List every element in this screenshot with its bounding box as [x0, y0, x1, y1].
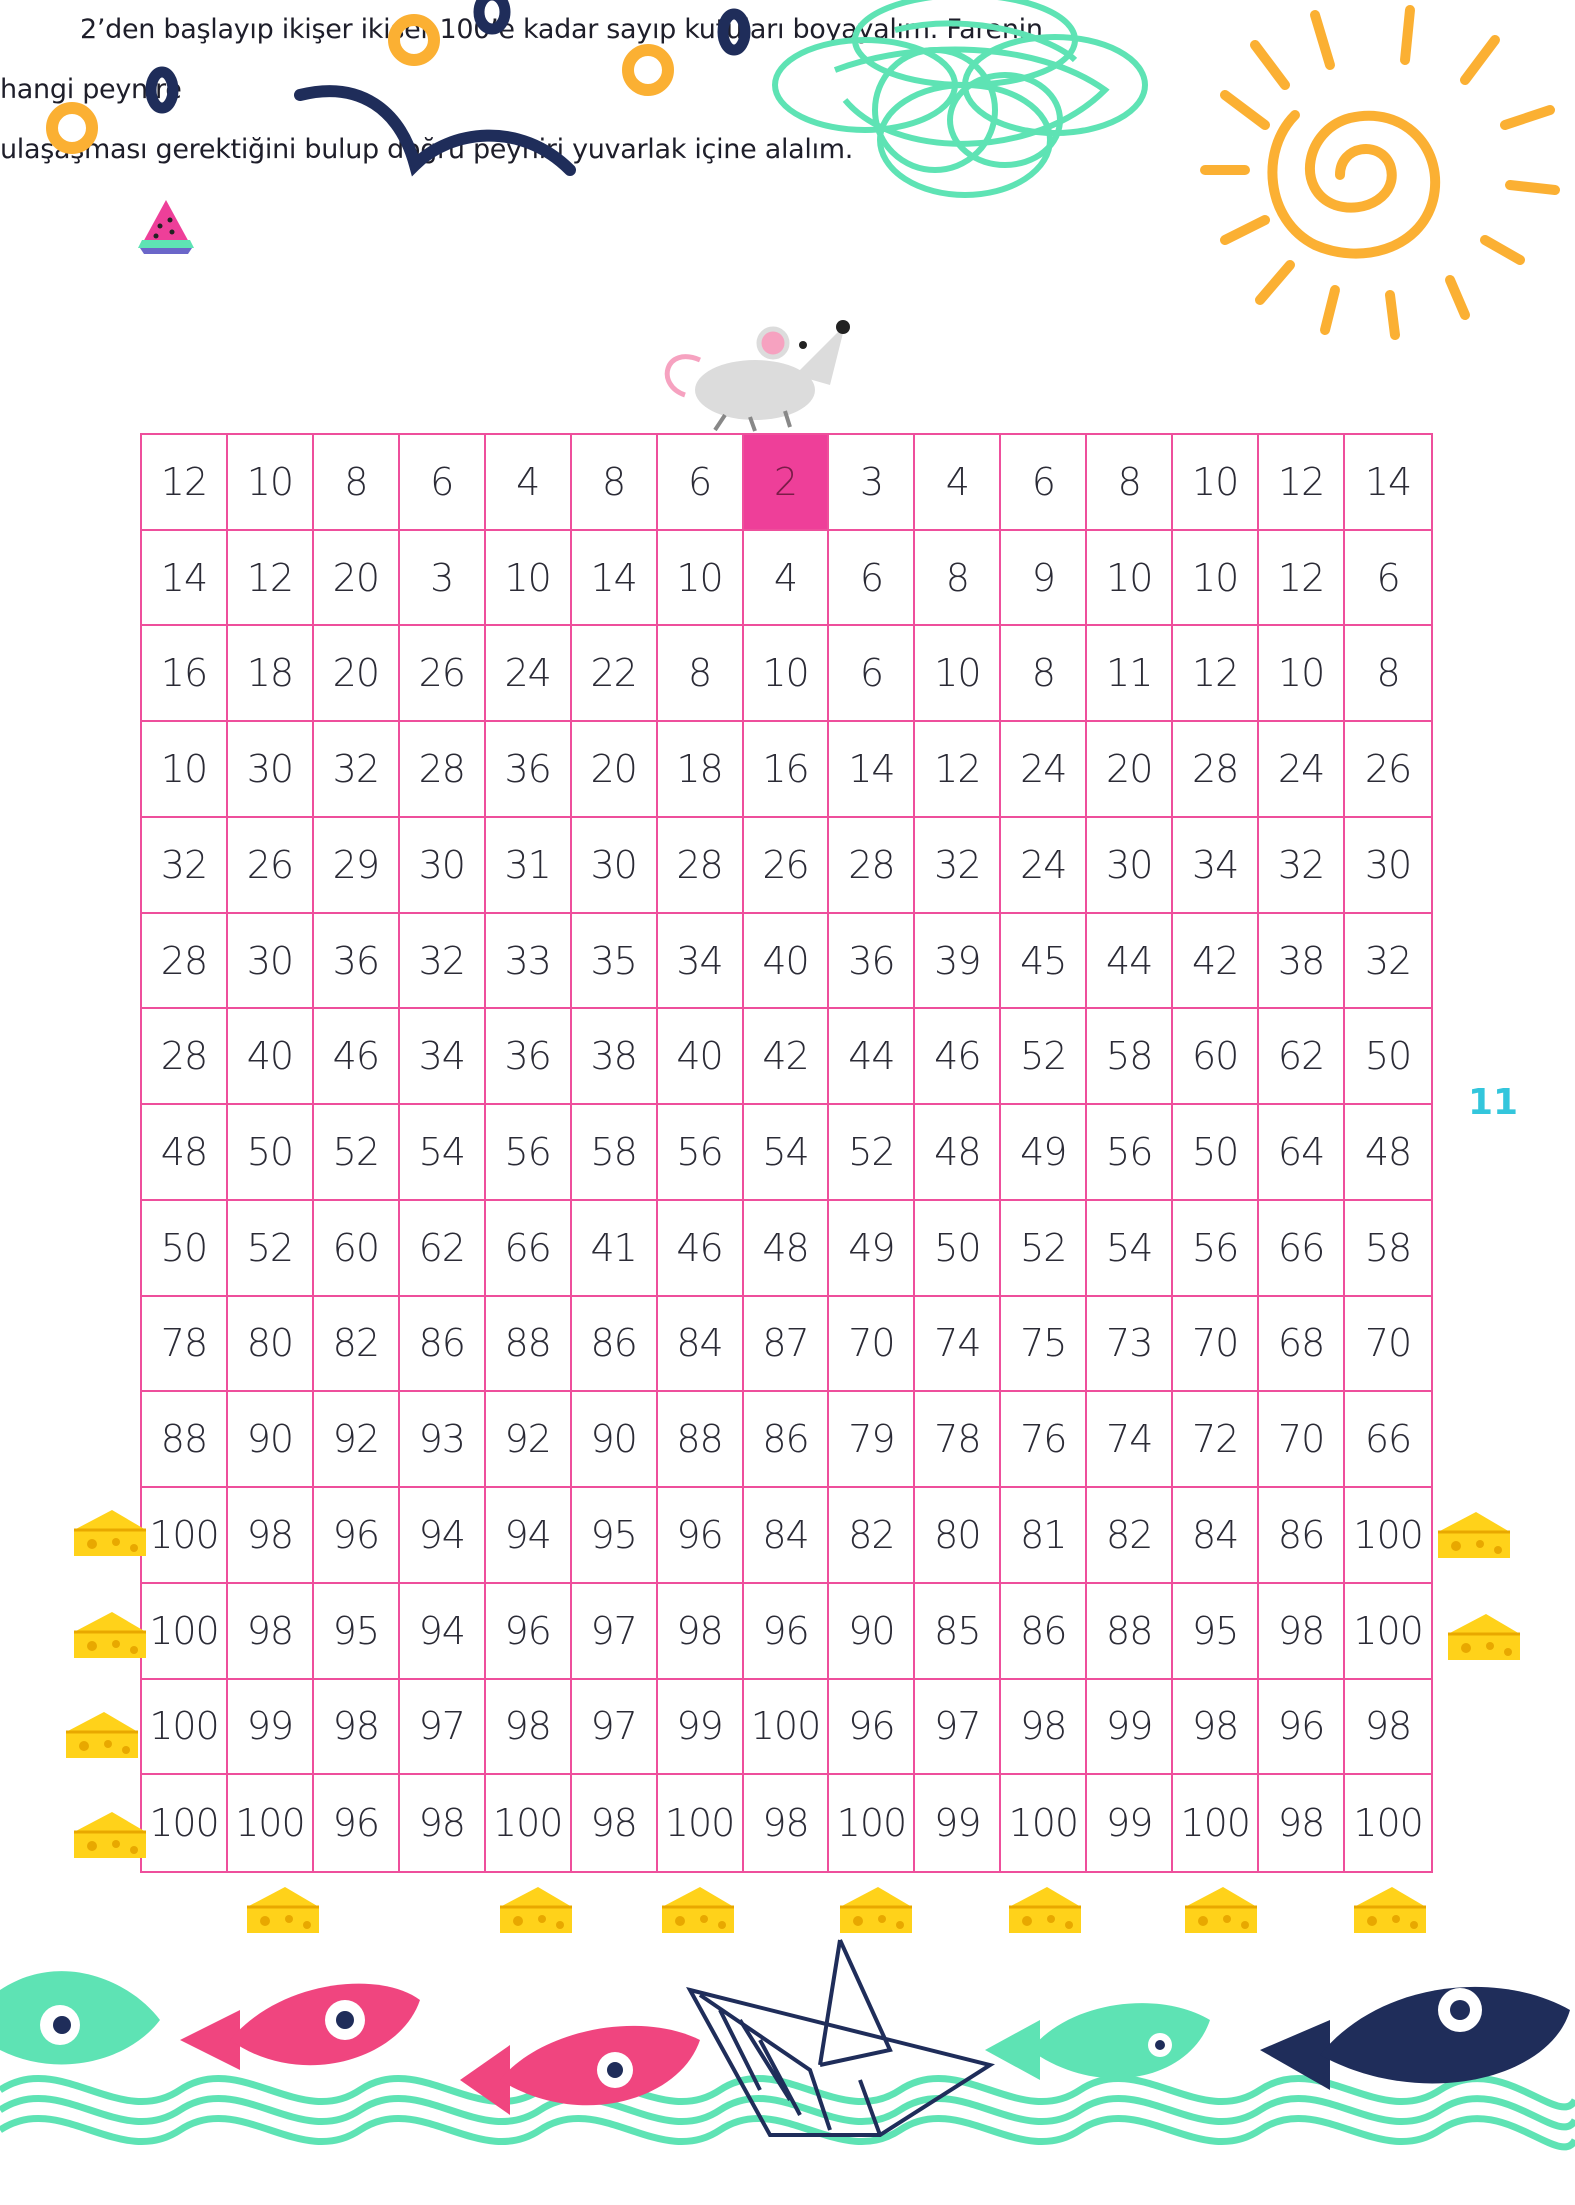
- grid-cell[interactable]: 100: [658, 1775, 744, 1871]
- grid-cell[interactable]: 88: [142, 1392, 228, 1488]
- grid-cell[interactable]: 100: [1353, 1801, 1423, 1846]
- navy-circle: [723, 14, 745, 50]
- grid-cell[interactable]: 10: [228, 435, 314, 531]
- grid-cell[interactable]: 8: [1001, 626, 1087, 722]
- grid-cell[interactable]: 68: [1259, 1297, 1345, 1393]
- grid-cell[interactable]: 81: [1001, 1488, 1087, 1584]
- grid-cell[interactable]: 100: [486, 1775, 572, 1871]
- grid-cell[interactable]: 38: [572, 1009, 658, 1105]
- grid-cell[interactable]: 87: [744, 1297, 830, 1393]
- grid-cell[interactable]: 26: [744, 818, 830, 914]
- grid-cell[interactable]: 30: [400, 818, 486, 914]
- grid-cell[interactable]: 40: [744, 914, 830, 1010]
- grid-cell[interactable]: 6: [1345, 531, 1431, 627]
- grid-cell[interactable]: 20: [572, 722, 658, 818]
- grid-cell[interactable]: 6: [658, 435, 744, 531]
- grid-cell[interactable]: 88: [1087, 1584, 1173, 1680]
- grid-cell[interactable]: 36: [486, 722, 572, 818]
- grid-cell[interactable]: 6: [829, 531, 915, 627]
- grid-cell[interactable]: 28: [400, 722, 486, 818]
- grid-cell[interactable]: 12: [228, 531, 314, 627]
- grid-cell[interactable]: 8: [572, 435, 658, 531]
- grid-cell[interactable]: 56: [486, 1105, 572, 1201]
- grid-cell[interactable]: 36: [829, 914, 915, 1010]
- grid-cell[interactable]: 10: [915, 626, 1001, 722]
- grid-cell-start[interactable]: 2: [744, 435, 830, 531]
- grid-cell[interactable]: 97: [915, 1680, 1001, 1776]
- grid-cell[interactable]: 32: [314, 722, 400, 818]
- grid-cell[interactable]: 80: [915, 1488, 1001, 1584]
- fish-icon: [985, 2003, 1210, 2080]
- grid-cell[interactable]: 16: [142, 626, 228, 722]
- grid-cell[interactable]: 12: [1259, 435, 1345, 531]
- grid-cell[interactable]: 42: [744, 1009, 830, 1105]
- grid-cell[interactable]: 14: [1345, 435, 1431, 531]
- grid-cell[interactable]: 34: [1173, 818, 1259, 914]
- grid-cell[interactable]: 50: [228, 1105, 314, 1201]
- cheese-icon[interactable]: [498, 1885, 574, 1935]
- grid-cell[interactable]: 32: [142, 818, 228, 914]
- navy-circle: [151, 72, 173, 108]
- grid-cell[interactable]: 70: [829, 1297, 915, 1393]
- grid-cell[interactable]: 40: [658, 1009, 744, 1105]
- grid-cell[interactable]: 97: [572, 1680, 658, 1776]
- grid-cell[interactable]: 8: [658, 626, 744, 722]
- grid-cell[interactable]: 78: [142, 1297, 228, 1393]
- grid-cell[interactable]: 32: [915, 818, 1001, 914]
- grid-cell[interactable]: 85: [915, 1584, 1001, 1680]
- grid-cell[interactable]: 14: [142, 531, 228, 627]
- grid-cell[interactable]: 100: [1345, 1584, 1431, 1680]
- grid-cell[interactable]: 93: [400, 1392, 486, 1488]
- grid-cell[interactable]: 52: [314, 1105, 400, 1201]
- grid-cell[interactable]: 100: [744, 1680, 830, 1776]
- cheese-icon[interactable]: [72, 1810, 148, 1860]
- grid-cell[interactable]: 90: [228, 1392, 314, 1488]
- page-number: 11: [1468, 1082, 1519, 1123]
- grid-cell[interactable]: 46: [915, 1009, 1001, 1105]
- grid-cell[interactable]: 58: [572, 1105, 658, 1201]
- grid-cell[interactable]: 58: [1345, 1201, 1431, 1297]
- grid-cell[interactable]: 6: [829, 626, 915, 722]
- yellow-circle: [394, 20, 434, 60]
- grid-cell[interactable]: 10: [658, 531, 744, 627]
- grid-cell[interactable]: 70: [1173, 1297, 1259, 1393]
- grid-cell[interactable]: 6: [400, 435, 486, 531]
- grid-cell[interactable]: 99: [915, 1775, 1001, 1871]
- grid-cell[interactable]: 34: [658, 914, 744, 1010]
- grid-cell[interactable]: 50: [1173, 1105, 1259, 1201]
- grid-cell[interactable]: 50: [1345, 1009, 1431, 1105]
- grid-cell[interactable]: 98: [314, 1680, 400, 1776]
- grid-cell[interactable]: 10: [142, 722, 228, 818]
- grid-cell[interactable]: 49: [829, 1201, 915, 1297]
- grid-cell[interactable]: 31: [486, 818, 572, 914]
- grid-cell[interactable]: 8: [915, 531, 1001, 627]
- grid-cell[interactable]: 98: [1345, 1680, 1431, 1776]
- grid-cell[interactable]: 3: [400, 531, 486, 627]
- grid-cell[interactable]: 4: [915, 435, 1001, 531]
- grid-cell[interactable]: 30: [572, 818, 658, 914]
- grid-cell[interactable]: 44: [1087, 914, 1173, 1010]
- grid-cell[interactable]: 14: [829, 722, 915, 818]
- grid-cell[interactable]: 52: [829, 1105, 915, 1201]
- grid-cell[interactable]: 94: [400, 1488, 486, 1584]
- grid-cell[interactable]: 88: [658, 1392, 744, 1488]
- grid-cell[interactable]: 28: [658, 818, 744, 914]
- grid-cell[interactable]: 35: [572, 914, 658, 1010]
- grid-cell[interactable]: 8: [1345, 626, 1431, 722]
- grid-cell[interactable]: 29: [314, 818, 400, 914]
- grid-cell[interactable]: 88: [486, 1297, 572, 1393]
- grid-cell[interactable]: 12: [1173, 626, 1259, 722]
- grid-cell[interactable]: 84: [658, 1297, 744, 1393]
- grid-cell[interactable]: 46: [658, 1201, 744, 1297]
- grid-cell[interactable]: 24: [486, 626, 572, 722]
- grid-cell[interactable]: 50: [915, 1201, 1001, 1297]
- cheese-icon[interactable]: [838, 1885, 914, 1935]
- grid-cell[interactable]: 96: [658, 1488, 744, 1584]
- grid-cell[interactable]: 26: [228, 818, 314, 914]
- grid-cell[interactable]: 100: [1345, 1488, 1431, 1584]
- grid-cell[interactable]: 99: [1087, 1680, 1173, 1776]
- grid-cell[interactable]: 80: [228, 1297, 314, 1393]
- grid-cell[interactable]: 50: [142, 1201, 228, 1297]
- grid-cell[interactable]: 62: [400, 1201, 486, 1297]
- grid-cell[interactable]: 98: [572, 1775, 658, 1871]
- grid-cell[interactable]: 96: [314, 1775, 400, 1871]
- grid-cell[interactable]: 100: [142, 1584, 228, 1680]
- cheese-icon[interactable]: [72, 1610, 148, 1660]
- grid-cell[interactable]: 4: [486, 435, 572, 531]
- grid-cell[interactable]: 86: [1259, 1488, 1345, 1584]
- grid-cell[interactable]: 48: [915, 1105, 1001, 1201]
- grid-cell[interactable]: 84: [744, 1488, 830, 1584]
- grid-cell[interactable]: 10: [1173, 531, 1259, 627]
- grid-cell[interactable]: 30: [1345, 818, 1431, 914]
- grid-cell[interactable]: 98: [1259, 1775, 1345, 1871]
- grid-cell[interactable]: 54: [744, 1105, 830, 1201]
- grid-cell[interactable]: 30: [228, 914, 314, 1010]
- grid-cell[interactable]: 36: [314, 914, 400, 1010]
- grid-cell[interactable]: 98: [228, 1584, 314, 1680]
- yellow-circle: [628, 50, 668, 90]
- mouse-icon: [655, 315, 865, 435]
- grid-cell[interactable]: 39: [915, 914, 1001, 1010]
- grid-cell[interactable]: 86: [572, 1297, 658, 1393]
- cheese-icon[interactable]: [1183, 1885, 1259, 1935]
- grid-cell[interactable]: 98: [744, 1775, 830, 1871]
- grid-cell[interactable]: 52: [1001, 1201, 1087, 1297]
- grid-cell[interactable]: 24: [1001, 722, 1087, 818]
- grid-cell[interactable]: 28: [829, 818, 915, 914]
- grid-cell[interactable]: 3: [829, 435, 915, 531]
- grid-cell[interactable]: 30: [1087, 818, 1173, 914]
- mint-scribble-flower: [775, 0, 1155, 210]
- grid-cell[interactable]: 60: [314, 1201, 400, 1297]
- grid-cell[interactable]: 99: [1087, 1775, 1173, 1871]
- navy-circle: [479, 0, 505, 29]
- grid-cell[interactable]: 96: [314, 1488, 400, 1584]
- cheese-icon[interactable]: [64, 1710, 140, 1760]
- grid-cell[interactable]: 42: [1173, 914, 1259, 1010]
- grid-cell[interactable]: 40: [228, 1009, 314, 1105]
- grid-cell[interactable]: 98: [1001, 1680, 1087, 1776]
- fish-icon: [0, 1971, 160, 2064]
- grid-cell[interactable]: 92: [314, 1392, 400, 1488]
- grid-cell[interactable]: 95: [314, 1584, 400, 1680]
- grid-cell[interactable]: 100: [142, 1488, 228, 1584]
- grid-cell[interactable]: 52: [228, 1201, 314, 1297]
- grid-cell[interactable]: 56: [658, 1105, 744, 1201]
- grid-cell[interactable]: 66: [1345, 1392, 1431, 1488]
- grid-cell[interactable]: 10: [486, 531, 572, 627]
- cheese-icon[interactable]: [1352, 1885, 1428, 1935]
- grid-cell[interactable]: 28: [142, 914, 228, 1010]
- grid-cell[interactable]: 10: [1087, 531, 1173, 627]
- grid-cell[interactable]: 99: [658, 1680, 744, 1776]
- grid-cell[interactable]: 98: [228, 1488, 314, 1584]
- grid-cell[interactable]: 100: [228, 1775, 314, 1871]
- grid-cell[interactable]: 48: [142, 1105, 228, 1201]
- instruction-line-1: 2’den başlayıp ikişer ikişer 100’e kadar sayıp kutuları boyayalım. Farenin hangi peynire: [0, 14, 1043, 105]
- grid-cell[interactable]: 100: [142, 1680, 228, 1776]
- grid-cell[interactable]: 32: [1345, 914, 1431, 1010]
- grid-cell[interactable]: 98: [658, 1584, 744, 1680]
- grid-cell[interactable]: 24: [1259, 722, 1345, 818]
- instruction-line-2: ulaşaşması gerektiğini bulup doğru peyniri yuvarlak içine alalım.: [0, 134, 854, 165]
- grid-cell[interactable]: 54: [400, 1105, 486, 1201]
- watermelon-icon: [138, 196, 194, 256]
- grid-cell[interactable]: 10: [1259, 626, 1345, 722]
- grid-cell[interactable]: 95: [1173, 1584, 1259, 1680]
- grid-cell[interactable]: 14: [572, 531, 658, 627]
- grid-cell[interactable]: 22: [572, 626, 658, 722]
- grid-cell[interactable]: 46: [314, 1009, 400, 1105]
- grid-cell[interactable]: 96: [744, 1584, 830, 1680]
- grid-cell[interactable]: 38: [1259, 914, 1345, 1010]
- cheese-icon[interactable]: [660, 1885, 736, 1935]
- sea-scene: [0, 1940, 1575, 2205]
- grid-cell[interactable]: 78: [915, 1392, 1001, 1488]
- grid-cell[interactable]: 6: [1001, 435, 1087, 531]
- yellow-circle: [52, 108, 92, 148]
- grid-cell[interactable]: 32: [400, 914, 486, 1010]
- grid-cell[interactable]: 9: [1001, 531, 1087, 627]
- grid-cell[interactable]: 4: [744, 531, 830, 627]
- grid-cell[interactable]: 74: [915, 1297, 1001, 1393]
- grid-cell[interactable]: 99: [228, 1680, 314, 1776]
- grid-cell[interactable]: 75: [1001, 1297, 1087, 1393]
- cheese-icon[interactable]: [1436, 1510, 1512, 1560]
- grid-cell[interactable]: 94: [486, 1488, 572, 1584]
- grid-cell[interactable]: 60: [1173, 1009, 1259, 1105]
- bird-icon: [300, 91, 570, 170]
- grid-cell[interactable]: 86: [400, 1297, 486, 1393]
- grid-cell[interactable]: 95: [572, 1488, 658, 1584]
- grid-cell[interactable]: 73: [1087, 1297, 1173, 1393]
- grid-cell[interactable]: 44: [829, 1009, 915, 1105]
- grid-cell[interactable]: 16: [744, 722, 830, 818]
- grid-cell[interactable]: 26: [400, 626, 486, 722]
- grid-cell[interactable]: 62: [1259, 1009, 1345, 1105]
- cheese-icon[interactable]: [245, 1885, 321, 1935]
- grid-cell[interactable]: 48: [1345, 1105, 1431, 1201]
- grid-cell[interactable]: 96: [829, 1680, 915, 1776]
- grid-cell[interactable]: 48: [744, 1201, 830, 1297]
- grid-cell[interactable]: 98: [1173, 1680, 1259, 1776]
- grid-cell[interactable]: 86: [1001, 1584, 1087, 1680]
- grid-cell[interactable]: 45: [1001, 914, 1087, 1010]
- grid-cell[interactable]: 82: [314, 1297, 400, 1393]
- sun-icon: [1165, 0, 1575, 350]
- grid-cell[interactable]: 100: [1173, 1775, 1259, 1871]
- grid-cell[interactable]: 18: [658, 722, 744, 818]
- grid-cell[interactable]: 28: [1173, 722, 1259, 818]
- grid-cell[interactable]: 90: [572, 1392, 658, 1488]
- grid-cell[interactable]: 82: [1087, 1488, 1173, 1584]
- grid-cell[interactable]: 100: [142, 1775, 228, 1871]
- grid-cell[interactable]: 49: [1001, 1105, 1087, 1201]
- cheese-icon[interactable]: [1007, 1885, 1083, 1935]
- grid-cell[interactable]: 96: [486, 1584, 572, 1680]
- grid-cell[interactable]: 8: [1087, 435, 1173, 531]
- grid-cell[interactable]: 20: [314, 626, 400, 722]
- grid-cell[interactable]: 72: [1173, 1392, 1259, 1488]
- grid-cell[interactable]: 82: [829, 1488, 915, 1584]
- grid-cell[interactable]: 32: [1259, 818, 1345, 914]
- grid-cell[interactable]: 66: [486, 1201, 572, 1297]
- grid-cell[interactable]: 54: [1087, 1201, 1173, 1297]
- grid-cell[interactable]: 10: [1173, 435, 1259, 531]
- grid-cell[interactable]: 90: [829, 1584, 915, 1680]
- grid-cell[interactable]: 20: [314, 531, 400, 627]
- grid-cell[interactable]: 76: [1001, 1392, 1087, 1488]
- grid-cell[interactable]: 84: [1173, 1488, 1259, 1584]
- grid-cell[interactable]: 98: [400, 1775, 486, 1871]
- grid-cell[interactable]: 97: [400, 1680, 486, 1776]
- grid-cell[interactable]: 92: [486, 1392, 572, 1488]
- number-grid: [140, 433, 1433, 1873]
- grid-cell[interactable]: 10: [744, 626, 830, 722]
- grid-cell[interactable]: 36: [486, 1009, 572, 1105]
- grid-cell[interactable]: 64: [1259, 1105, 1345, 1201]
- grid-cell[interactable]: 8: [314, 435, 400, 531]
- grid-cell[interactable]: 18: [228, 626, 314, 722]
- grid-cell[interactable]: 41: [572, 1201, 658, 1297]
- grid-cell[interactable]: 12: [915, 722, 1001, 818]
- grid-cell[interactable]: 94: [400, 1584, 486, 1680]
- grid-cell[interactable]: 12: [1259, 531, 1345, 627]
- grid-cell[interactable]: 24: [1001, 818, 1087, 914]
- grid-cell[interactable]: 56: [1087, 1105, 1173, 1201]
- grid-cell[interactable]: 79: [829, 1392, 915, 1488]
- cheese-icon[interactable]: [72, 1508, 148, 1558]
- grid-cell[interactable]: 26: [1345, 722, 1431, 818]
- grid-cell[interactable]: 97: [572, 1584, 658, 1680]
- grid-cell[interactable]: 66: [1259, 1201, 1345, 1297]
- grid-cell[interactable]: 74: [1087, 1392, 1173, 1488]
- fish-icon: [1260, 1987, 1570, 2090]
- grid-cell[interactable]: 20: [1087, 722, 1173, 818]
- grid-cell[interactable]: 98: [1259, 1584, 1345, 1680]
- grid-cell[interactable]: 70: [1345, 1297, 1431, 1393]
- grid-cell[interactable]: 70: [1259, 1392, 1345, 1488]
- grid-cell[interactable]: 100: [1001, 1775, 1087, 1871]
- grid-cell[interactable]: 98: [486, 1680, 572, 1776]
- cheese-icon[interactable]: [1446, 1612, 1522, 1662]
- grid-cell[interactable]: 34: [400, 1009, 486, 1105]
- grid-cell[interactable]: 100: [829, 1775, 915, 1871]
- grid-cell[interactable]: 52: [1001, 1009, 1087, 1105]
- grid-cell[interactable]: 33: [486, 914, 572, 1010]
- grid-cell[interactable]: 56: [1173, 1201, 1259, 1297]
- grid-cell[interactable]: 96: [1259, 1680, 1345, 1776]
- fish-icon: [180, 1984, 420, 2070]
- grid-cell[interactable]: 58: [1087, 1009, 1173, 1105]
- grid-cell[interactable]: 11: [1087, 626, 1173, 722]
- grid-cell[interactable]: 12: [142, 435, 228, 531]
- grid-cell[interactable]: 28: [142, 1009, 228, 1105]
- grid-cell[interactable]: 86: [744, 1392, 830, 1488]
- grid-cell[interactable]: 30: [228, 722, 314, 818]
